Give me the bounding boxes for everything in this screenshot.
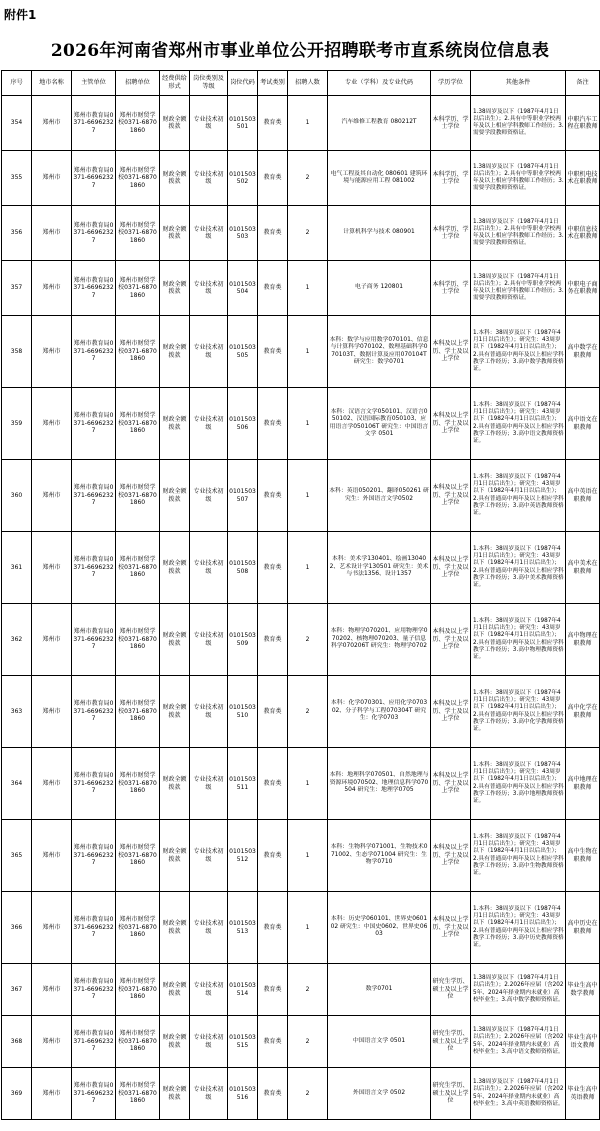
cell-exam: 教育类 xyxy=(258,206,288,261)
cell-note: 中职机电技术在职教师 xyxy=(566,151,600,206)
cell-dept: 郑州市教育局0371-66962327 xyxy=(72,1068,116,1120)
cell-unit: 郑州市财贸学校0371-68701860 xyxy=(116,532,160,604)
cell-major: 本科：历史学060101、世界史060102 研究生：中国史0602、世界史0603 xyxy=(328,892,431,964)
cell-dept: 郑州市教育局0371-66962327 xyxy=(72,820,116,892)
cell-major: 本科：英语050201、翻译050261 研究生：外国语言文学0502 xyxy=(328,460,431,532)
cell-city: 郑州市 xyxy=(32,151,72,206)
cell-note: 毕业生高中语文教师 xyxy=(566,1016,600,1068)
cell-unit: 郑州市财贸学校0371-68701860 xyxy=(116,388,160,460)
cell-unit: 郑州市财贸学校0371-68701860 xyxy=(116,206,160,261)
table-row xyxy=(2,96,600,151)
cell-level: 专业技术初级 xyxy=(190,261,228,316)
cell-code: 0101503506 xyxy=(228,388,258,460)
cell-count: 2 xyxy=(288,1016,328,1068)
cell-seq: 360 xyxy=(2,460,32,532)
cell-level: 专业技术初级 xyxy=(190,820,228,892)
table-row xyxy=(2,388,600,460)
cell-fund: 财政全额拨款 xyxy=(160,820,190,892)
cell-dept: 郑州市教育局0371-66962327 xyxy=(72,460,116,532)
cell-city: 郑州市 xyxy=(32,460,72,532)
cell-dept: 郑州市教育局0371-66962327 xyxy=(72,532,116,604)
cell-note: 高中语文在职教师 xyxy=(566,388,600,460)
cell-requirements: 1.本科：38周岁及以下（1987年4月1日以后出生）；研究生：43周岁以下（1982年4月1日以后出生）；2.具有普通高中两年及以上相应学科教学工作经历；3.高中数学教师资格证。 xyxy=(471,316,566,388)
cell-count: 1 xyxy=(288,892,328,964)
table-row xyxy=(2,604,600,676)
cell-requirements: 1.38周岁及以下（1987年4月1日以后出生）；2.具有中等职业学校两年及以上相应学科教师工作经历；3.需要学段教师资格证。 xyxy=(471,261,566,316)
cell-level: 专业技术初级 xyxy=(190,316,228,388)
cell-exam: 教育类 xyxy=(258,676,288,748)
attachment-label: 附件1 xyxy=(4,8,37,22)
cell-count: 2 xyxy=(288,604,328,676)
cell-degree: 本科及以上学历、学士及以上学位 xyxy=(431,820,471,892)
cell-city: 郑州市 xyxy=(32,206,72,261)
cell-major: 本科：地理科学070501、自然地理与资源环境070502、地理信息科学070504 研究生：地理学0705 xyxy=(328,748,431,820)
cell-unit: 郑州市财贸学校0371-68701860 xyxy=(116,1016,160,1068)
cell-dept: 郑州市教育局0371-66962327 xyxy=(72,964,116,1016)
cell-dept: 郑州市教育局0371-66962327 xyxy=(72,151,116,206)
cell-city: 郑州市 xyxy=(32,748,72,820)
cell-exam: 教育类 xyxy=(258,316,288,388)
cell-level: 专业技术初级 xyxy=(190,892,228,964)
header-cell: 学历学位 xyxy=(431,71,471,96)
table-row xyxy=(2,206,600,261)
cell-seq: 363 xyxy=(2,676,32,748)
cell-major: 本科：汉语言文学050101、汉语言050102、汉语国际教育050103、应用语言学050106T 研究生：中国语言文学 0501 xyxy=(328,388,431,460)
cell-major: 电气工程及其自动化 080601 建筑环境与能源应用工程 081002 xyxy=(328,151,431,206)
cell-count: 1 xyxy=(288,316,328,388)
cell-major: 中国语言文学 0501 xyxy=(328,1016,431,1068)
cell-degree: 本科及以上学历、学士及以上学位 xyxy=(431,316,471,388)
cell-seq: 362 xyxy=(2,604,32,676)
cell-degree: 本科及以上学历、学士及以上学位 xyxy=(431,748,471,820)
cell-degree: 本科及以上学历、学士及以上学位 xyxy=(431,604,471,676)
header-cell: 招聘单位 xyxy=(116,71,160,96)
cell-seq: 367 xyxy=(2,964,32,1016)
cell-major: 电子商务 120801 xyxy=(328,261,431,316)
cell-city: 郑州市 xyxy=(32,1016,72,1068)
cell-city: 郑州市 xyxy=(32,261,72,316)
cell-count: 1 xyxy=(288,820,328,892)
cell-seq: 356 xyxy=(2,206,32,261)
cell-seq: 369 xyxy=(2,1068,32,1120)
cell-code: 0101503505 xyxy=(228,316,258,388)
cell-note: 高中历史在职教师 xyxy=(566,892,600,964)
cell-count: 2 xyxy=(288,151,328,206)
cell-seq: 358 xyxy=(2,316,32,388)
cell-count: 1 xyxy=(288,748,328,820)
cell-note: 高中数学在职教师 xyxy=(566,316,600,388)
cell-unit: 郑州市财贸学校0371-68701860 xyxy=(116,748,160,820)
cell-degree: 本科及以上学历、学士及以上学位 xyxy=(431,532,471,604)
cell-requirements: 1.本科：38周岁及以下（1987年4月1日以后出生）；研究生：43周岁以下（1982年4月1日以后出生）；2.具有普通高中两年及以上相应学科教学工作经历；3.高中化学教师资格证。 xyxy=(471,676,566,748)
cell-exam: 教育类 xyxy=(258,820,288,892)
cell-city: 郑州市 xyxy=(32,388,72,460)
cell-requirements: 1.本科：38周岁及以下（1987年4月1日以后出生）；研究生：43周岁以下（1982年4月1日以后出生）；2.具有普通高中两年及以上相应学科教学工作经历；3.高中生物教师资格证。 xyxy=(471,820,566,892)
cell-level: 专业技术初级 xyxy=(190,151,228,206)
cell-note: 高中美术在职教师 xyxy=(566,532,600,604)
cell-exam: 教育类 xyxy=(258,261,288,316)
cell-count: 1 xyxy=(288,261,328,316)
cell-fund: 财政全额拨款 xyxy=(160,96,190,151)
cell-level: 专业技术初级 xyxy=(190,206,228,261)
cell-exam: 教育类 xyxy=(258,604,288,676)
cell-count: 1 xyxy=(288,460,328,532)
cell-exam: 教育类 xyxy=(258,748,288,820)
cell-city: 郑州市 xyxy=(32,1068,72,1120)
cell-city: 郑州市 xyxy=(32,316,72,388)
cell-code: 0101503515 xyxy=(228,1016,258,1068)
cell-degree: 本科及以上学历、学士及以上学位 xyxy=(431,892,471,964)
cell-major: 外国语言文学 0502 xyxy=(328,1068,431,1120)
cell-level: 专业技术初级 xyxy=(190,1068,228,1120)
cell-requirements: 1.38周岁及以下（1987年4月1日以后出生）；2.2026年应届（含2025年、2024年择业期内未就业）高校毕业生；3.高中英语教师资格证。 xyxy=(471,1068,566,1120)
cell-unit: 郑州市财贸学校0371-68701860 xyxy=(116,96,160,151)
cell-exam: 教育类 xyxy=(258,96,288,151)
table-row xyxy=(2,261,600,316)
cell-code: 0101503502 xyxy=(228,151,258,206)
cell-count: 1 xyxy=(288,532,328,604)
header-cell: 专业（学科）及专业代码 xyxy=(328,71,431,96)
cell-major: 计算机科学与技术 080901 xyxy=(328,206,431,261)
cell-seq: 364 xyxy=(2,748,32,820)
cell-requirements: 1.本科：38周岁及以下（1987年4月1日以后出生）；研究生：43周岁以下（1982年4月1日以后出生）；2.具有普通高中两年及以上相应学科教学工作经历；3.高中物理教师资格证。 xyxy=(471,604,566,676)
cell-level: 专业技术初级 xyxy=(190,1016,228,1068)
cell-count: 2 xyxy=(288,1068,328,1120)
cell-requirements: 1.本科：38周岁及以下（1987年4月1日以后出生）；研究生：43周岁以下（1982年4月1日以后出生）；2.具有普通高中两年及以上相应学科教学工作经历；3.高中英语教师资格证。 xyxy=(471,460,566,532)
header-row xyxy=(2,71,600,96)
table-row xyxy=(2,748,600,820)
cell-count: 2 xyxy=(288,964,328,1016)
cell-code: 0101503513 xyxy=(228,892,258,964)
cell-unit: 郑州市财贸学校0371-68701860 xyxy=(116,820,160,892)
header-cell: 地市名称 xyxy=(32,71,72,96)
cell-level: 专业技术初级 xyxy=(190,532,228,604)
cell-seq: 366 xyxy=(2,892,32,964)
cell-seq: 365 xyxy=(2,820,32,892)
cell-fund: 财政全额拨款 xyxy=(160,316,190,388)
cell-requirements: 1.本科：38周岁及以下（1987年4月1日以后出生）；研究生：43周岁以下（1982年4月1日以后出生）；2.具有普通高中两年及以上相应学科教学工作经历；3.高中美术教师资格证。 xyxy=(471,532,566,604)
header-cell: 序号 xyxy=(2,71,32,96)
cell-requirements: 1.本科：38周岁及以下（1987年4月1日以后出生）；研究生：43周岁以下（1982年4月1日以后出生）；2.具有普通高中两年及以上相应学科教学工作经历；3.高中历史教师资格证。 xyxy=(471,892,566,964)
cell-city: 郑州市 xyxy=(32,820,72,892)
cell-degree: 本科学历、学士学位 xyxy=(431,96,471,151)
cell-code: 0101503503 xyxy=(228,206,258,261)
cell-dept: 郑州市教育局0371-66962327 xyxy=(72,316,116,388)
cell-note: 高中物理在职教师 xyxy=(566,604,600,676)
cell-code: 0101503508 xyxy=(228,532,258,604)
cell-count: 2 xyxy=(288,676,328,748)
cell-level: 专业技术初级 xyxy=(190,96,228,151)
cell-fund: 财政全额拨款 xyxy=(160,964,190,1016)
cell-exam: 教育类 xyxy=(258,1068,288,1120)
cell-note: 高中地理在职教师 xyxy=(566,748,600,820)
header-cell: 考试类别 xyxy=(258,71,288,96)
cell-exam: 教育类 xyxy=(258,532,288,604)
cell-level: 专业技术初级 xyxy=(190,460,228,532)
table-row xyxy=(2,532,600,604)
cell-city: 郑州市 xyxy=(32,96,72,151)
cell-code: 0101503514 xyxy=(228,964,258,1016)
cell-count: 2 xyxy=(288,206,328,261)
cell-city: 郑州市 xyxy=(32,892,72,964)
cell-city: 郑州市 xyxy=(32,532,72,604)
cell-fund: 财政全额拨款 xyxy=(160,892,190,964)
page-title: 2026年河南省郑州市事业单位公开招聘联考市直系统岗位信息表 xyxy=(50,41,550,61)
cell-fund: 财政全额拨款 xyxy=(160,1068,190,1120)
header-cell: 经费供给形式 xyxy=(160,71,190,96)
cell-seq: 355 xyxy=(2,151,32,206)
header-cell: 招聘人数 xyxy=(288,71,328,96)
cell-major: 本科：数学与应用数学070101、信息与计算科学070102、数理基础科学070103T、数据计算及应用070104T 研究生：数学0701 xyxy=(328,316,431,388)
header-cell: 主管单位 xyxy=(72,71,116,96)
table-row xyxy=(2,892,600,964)
cell-exam: 教育类 xyxy=(258,964,288,1016)
cell-level: 专业技术初级 xyxy=(190,604,228,676)
cell-requirements: 1.38周岁及以下（1987年4月1日以后出生）；2.具有中等职业学校两年及以上相应学科教师工作经历；3.需要学段教师资格证。 xyxy=(471,151,566,206)
cell-major: 本科：物理学070201、应用物理学070202、核物理070203、量子信息科学070206T 研究生：物理学0702 xyxy=(328,604,431,676)
cell-unit: 郑州市财贸学校0371-68701860 xyxy=(116,892,160,964)
cell-code: 0101503509 xyxy=(228,604,258,676)
cell-seq: 361 xyxy=(2,532,32,604)
table-row xyxy=(2,1016,600,1068)
cell-code: 0101503510 xyxy=(228,676,258,748)
cell-major: 数学0701 xyxy=(328,964,431,1016)
cell-code: 0101503516 xyxy=(228,1068,258,1120)
cell-fund: 财政全额拨款 xyxy=(160,388,190,460)
cell-fund: 财政全额拨款 xyxy=(160,206,190,261)
table-row xyxy=(2,151,600,206)
cell-fund: 财政全额拨款 xyxy=(160,748,190,820)
cell-degree: 研究生学历、硕士及以上学位 xyxy=(431,964,471,1016)
cell-note: 高中生物在职教师 xyxy=(566,820,600,892)
cell-fund: 财政全额拨款 xyxy=(160,604,190,676)
table-row xyxy=(2,820,600,892)
table-body xyxy=(2,96,600,1120)
header-cell: 其他条件 xyxy=(471,71,566,96)
header-cell: 岗位代码 xyxy=(228,71,258,96)
cell-code: 0101503504 xyxy=(228,261,258,316)
table-row xyxy=(2,316,600,388)
cell-fund: 财政全额拨款 xyxy=(160,151,190,206)
cell-code: 0101503507 xyxy=(228,460,258,532)
cell-fund: 财政全额拨款 xyxy=(160,460,190,532)
cell-level: 专业技术初级 xyxy=(190,676,228,748)
cell-dept: 郑州市教育局0371-66962327 xyxy=(72,96,116,151)
cell-exam: 教育类 xyxy=(258,892,288,964)
cell-requirements: 1.38周岁及以下（1987年4月1日以后出生）；2.具有中等职业学校两年及以上相应学科教师工作经历；3.需要学段教师资格证。 xyxy=(471,206,566,261)
cell-requirements: 1.本科：38周岁及以下（1987年4月1日以后出生）；研究生：43周岁以下（1982年4月1日以后出生）；2.具有普通高中两年及以上相应学科教学工作经历；3.高中地理教师资格证。 xyxy=(471,748,566,820)
cell-fund: 财政全额拨款 xyxy=(160,676,190,748)
cell-fund: 财政全额拨款 xyxy=(160,261,190,316)
cell-note: 中职汽车工程在职教师 xyxy=(566,96,600,151)
cell-seq: 359 xyxy=(2,388,32,460)
cell-city: 郑州市 xyxy=(32,604,72,676)
cell-unit: 郑州市财贸学校0371-68701860 xyxy=(116,676,160,748)
cell-requirements: 1.38周岁及以下（1987年4月1日以后出生）；2.2026年应届（含2025年、2024年择业期内未就业）高校毕业生；3.高中数学教师资格证。 xyxy=(471,964,566,1016)
table-row xyxy=(2,676,600,748)
cell-dept: 郑州市教育局0371-66962327 xyxy=(72,261,116,316)
cell-city: 郑州市 xyxy=(32,676,72,748)
cell-seq: 357 xyxy=(2,261,32,316)
cell-unit: 郑州市财贸学校0371-68701860 xyxy=(116,1068,160,1120)
cell-requirements: 1.38周岁及以下（1987年4月1日以后出生）；2.2026年应届（含2025年、2024年择业期内未就业）高校毕业生；3.高中语文教师资格证。 xyxy=(471,1016,566,1068)
cell-degree: 本科及以上学历、学士及以上学位 xyxy=(431,676,471,748)
cell-major: 汽车维修工程教育 080212T xyxy=(328,96,431,151)
cell-city: 郑州市 xyxy=(32,964,72,1016)
cell-requirements: 1.本科：38周岁及以下（1987年4月1日以后出生）；研究生：43周岁以下（1982年4月1日以后出生）；2.具有普通高中两年及以上相应学科教学工作经历；3.高中语文教师资格证。 xyxy=(471,388,566,460)
table-row xyxy=(2,1068,600,1120)
cell-exam: 教育类 xyxy=(258,388,288,460)
cell-fund: 财政全额拨款 xyxy=(160,1016,190,1068)
cell-level: 专业技术初级 xyxy=(190,748,228,820)
cell-exam: 教育类 xyxy=(258,460,288,532)
cell-degree: 本科及以上学历、学士及以上学位 xyxy=(431,388,471,460)
cell-note: 中职电子商务在职教师 xyxy=(566,261,600,316)
cell-degree: 研究生学历、硕士及以上学位 xyxy=(431,1068,471,1120)
cell-note: 中职信息技术在职教师 xyxy=(566,206,600,261)
header-cell: 岗位类别及等级 xyxy=(190,71,228,96)
cell-dept: 郑州市教育局0371-66962327 xyxy=(72,748,116,820)
cell-level: 专业技术初级 xyxy=(190,964,228,1016)
cell-unit: 郑州市财贸学校0371-68701860 xyxy=(116,151,160,206)
table-row xyxy=(2,460,600,532)
cell-major: 本科：美术学130401、绘画130402、艺术设计学130501 研究生：美术与书法1356、设计1357 xyxy=(328,532,431,604)
cell-unit: 郑州市财贸学校0371-68701860 xyxy=(116,460,160,532)
cell-seq: 354 xyxy=(2,96,32,151)
cell-dept: 郑州市教育局0371-66962327 xyxy=(72,1016,116,1068)
cell-dept: 郑州市教育局0371-66962327 xyxy=(72,206,116,261)
cell-code: 0101503512 xyxy=(228,820,258,892)
cell-fund: 财政全额拨款 xyxy=(160,532,190,604)
cell-count: 1 xyxy=(288,388,328,460)
cell-exam: 教育类 xyxy=(258,1016,288,1068)
cell-code: 0101503501 xyxy=(228,96,258,151)
cell-exam: 教育类 xyxy=(258,151,288,206)
cell-dept: 郑州市教育局0371-66962327 xyxy=(72,388,116,460)
cell-dept: 郑州市教育局0371-66962327 xyxy=(72,892,116,964)
cell-requirements: 1.38周岁及以下（1987年4月1日以后出生）；2.具有中等职业学校两年及以上相应学科教师工作经历；3.需要学段教师资格证。 xyxy=(471,96,566,151)
cell-major: 本科：生物科学071001、生物技术071002、生态学071004 研究生：生物学0710 xyxy=(328,820,431,892)
cell-unit: 郑州市财贸学校0371-68701860 xyxy=(116,261,160,316)
cell-degree: 本科学历、学士学位 xyxy=(431,206,471,261)
cell-note: 毕业生高中数学教师 xyxy=(566,964,600,1016)
cell-degree: 研究生学历、硕士及以上学位 xyxy=(431,1016,471,1068)
cell-count: 1 xyxy=(288,96,328,151)
header-cell: 备注 xyxy=(566,71,600,96)
cell-dept: 郑州市教育局0371-66962327 xyxy=(72,604,116,676)
cell-unit: 郑州市财贸学校0371-68701860 xyxy=(116,316,160,388)
cell-unit: 郑州市财贸学校0371-68701860 xyxy=(116,604,160,676)
cell-seq: 368 xyxy=(2,1016,32,1068)
cell-note: 高中英语在职教师 xyxy=(566,460,600,532)
cell-unit: 郑州市财贸学校0371-68701860 xyxy=(116,964,160,1016)
cell-code: 0101503511 xyxy=(228,748,258,820)
cell-note: 毕业生高中英语教师 xyxy=(566,1068,600,1120)
cell-major: 本科：化学070301、应用化学070302、分子科学与工程070304T 研究生：化学0703 xyxy=(328,676,431,748)
cell-degree: 本科学历、学士学位 xyxy=(431,151,471,206)
cell-note: 高中化学在职教师 xyxy=(566,676,600,748)
cell-degree: 本科学历、学士学位 xyxy=(431,261,471,316)
job-table xyxy=(1,70,600,1120)
table-row xyxy=(2,964,600,1016)
cell-dept: 郑州市教育局0371-66962327 xyxy=(72,676,116,748)
cell-degree: 本科及以上学历、学士及以上学位 xyxy=(431,460,471,532)
cell-level: 专业技术初级 xyxy=(190,388,228,460)
